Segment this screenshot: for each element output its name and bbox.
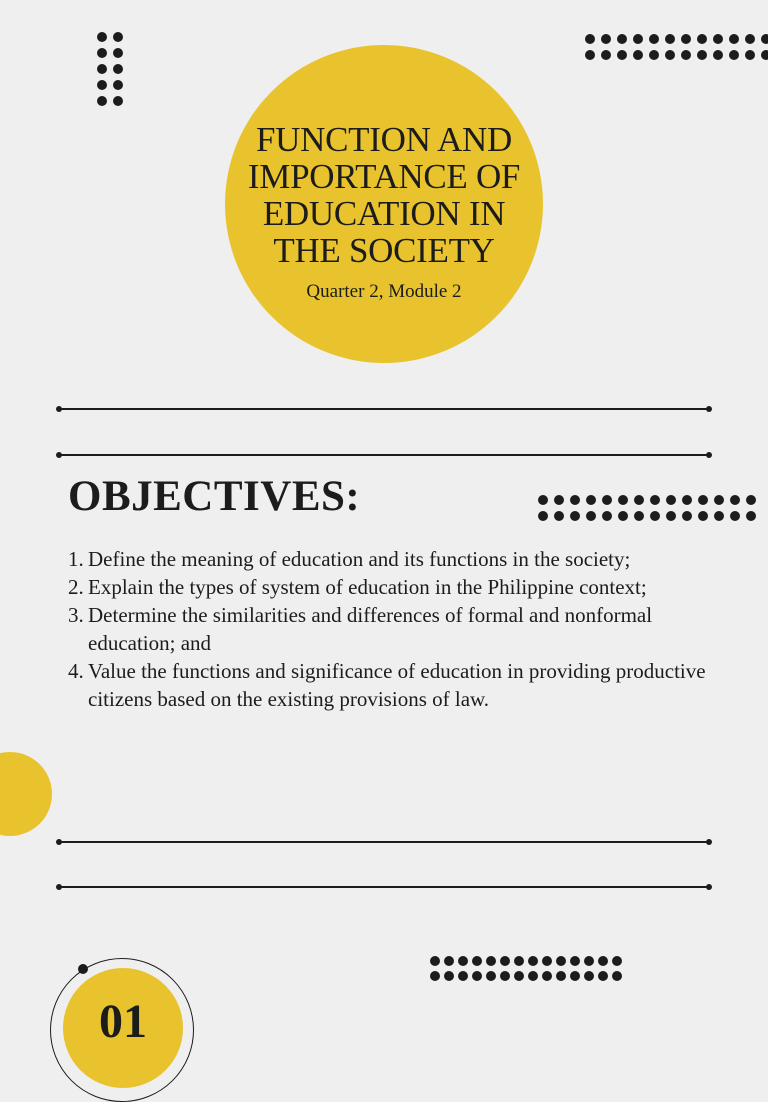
decorative-dot: [458, 956, 468, 966]
module-subtitle: Quarter 2, Module 2: [306, 281, 462, 302]
decorative-dot: [714, 511, 724, 521]
objective-text: Value the functions and significance of education in providing productive citizens based on the existing provisions of law.: [88, 659, 706, 711]
objective-item: [68, 573, 708, 601]
decorative-dot: [113, 96, 123, 106]
decorative-dot: [586, 511, 596, 521]
decorative-dot: [601, 50, 611, 60]
decorative-dot: [745, 50, 755, 60]
module-title: FUNCTION AND IMPORTANCE OF EDUCATION IN THE SOCIETY: [247, 120, 521, 270]
decorative-dot: [730, 511, 740, 521]
decorative-dot: [542, 971, 552, 981]
decorative-dot: [500, 956, 510, 966]
decorative-dot: [601, 34, 611, 44]
decorative-dot: [602, 495, 612, 505]
objective-item: [68, 657, 708, 713]
decorative-dot-grid-top-right: [585, 34, 768, 60]
decorative-dot: [633, 34, 643, 44]
decorative-dot: [618, 495, 628, 505]
decorative-dot: [681, 50, 691, 60]
decorative-dot: [97, 96, 107, 106]
decorative-dot: [602, 511, 612, 521]
decorative-dot: [612, 956, 622, 966]
divider-line: [59, 841, 709, 843]
decorative-dot: [514, 971, 524, 981]
decorative-dot: [97, 48, 107, 58]
decorative-ring-dot: [78, 964, 88, 974]
decorative-dot: [458, 971, 468, 981]
decorative-dot: [682, 511, 692, 521]
decorative-dot: [472, 956, 482, 966]
decorative-dot: [570, 495, 580, 505]
decorative-dot: [634, 511, 644, 521]
decorative-dot: [618, 511, 628, 521]
decorative-dot: [698, 495, 708, 505]
objective-item: [68, 545, 708, 573]
decorative-dot: [556, 971, 566, 981]
decorative-dot: [761, 34, 768, 44]
decorative-dot: [714, 495, 724, 505]
decorative-dot: [570, 971, 580, 981]
decorative-dot: [746, 511, 756, 521]
decorative-dot: [584, 971, 594, 981]
decorative-dot: [633, 50, 643, 60]
decorative-dot: [585, 50, 595, 60]
decorative-dot: [729, 34, 739, 44]
divider-line: [59, 454, 709, 456]
objective-text: Define the meaning of education and its functions in the society;: [88, 547, 631, 571]
decorative-dot: [586, 495, 596, 505]
objective-text: Explain the types of system of education in the Philippine context;: [88, 575, 647, 599]
decorative-dot: [570, 511, 580, 521]
decorative-dot: [556, 956, 566, 966]
decorative-dot: [528, 956, 538, 966]
decorative-dot: [617, 50, 627, 60]
decorative-dot: [697, 50, 707, 60]
objectives-list: [68, 545, 708, 713]
decorative-dot: [486, 956, 496, 966]
decorative-dot: [730, 495, 740, 505]
decorative-dot: [514, 956, 524, 966]
decorative-dot: [665, 50, 675, 60]
decorative-dot: [682, 495, 692, 505]
decorative-dot: [617, 34, 627, 44]
decorative-dot: [554, 495, 564, 505]
decorative-dot: [649, 50, 659, 60]
decorative-dot: [538, 495, 548, 505]
decorative-dot: [486, 971, 496, 981]
decorative-dot: [472, 971, 482, 981]
title-circle: [225, 45, 543, 363]
divider-line: [59, 408, 709, 410]
section-number: 01: [99, 995, 147, 1048]
objective-number: 2.: [68, 575, 84, 599]
decorative-dot: [542, 956, 552, 966]
decorative-dot: [761, 50, 768, 60]
decorative-dot: [97, 64, 107, 74]
decorative-dot: [528, 971, 538, 981]
decorative-dot: [649, 34, 659, 44]
decorative-dot-grid-bottom: [430, 956, 622, 981]
decorative-dot: [697, 34, 707, 44]
decorative-dot: [97, 32, 107, 42]
decorative-dot: [634, 495, 644, 505]
decorative-dot: [598, 971, 608, 981]
decorative-dot: [729, 50, 739, 60]
decorative-yellow-circle: [0, 752, 52, 836]
decorative-dot: [612, 971, 622, 981]
decorative-dot: [666, 511, 676, 521]
decorative-dot: [554, 511, 564, 521]
objectives-heading: OBJECTIVES:: [68, 473, 361, 520]
decorative-dot: [745, 34, 755, 44]
decorative-dot: [746, 495, 756, 505]
decorative-dot: [430, 971, 440, 981]
decorative-dot-grid-objectives: [538, 495, 756, 521]
objective-number: 3.: [68, 603, 84, 627]
decorative-dot: [538, 511, 548, 521]
decorative-dot: [113, 48, 123, 58]
decorative-dot: [650, 511, 660, 521]
decorative-dot: [665, 34, 675, 44]
objective-number: 1.: [68, 547, 84, 571]
objective-number: 4.: [68, 659, 84, 683]
decorative-dot: [113, 80, 123, 90]
decorative-dot: [598, 956, 608, 966]
decorative-dot: [584, 956, 594, 966]
decorative-dot: [570, 956, 580, 966]
decorative-dot: [713, 34, 723, 44]
divider-line: [59, 886, 709, 888]
decorative-dot: [585, 34, 595, 44]
decorative-dot: [666, 495, 676, 505]
decorative-dot: [713, 50, 723, 60]
decorative-dot: [444, 971, 454, 981]
decorative-dot: [113, 64, 123, 74]
decorative-dot: [444, 956, 454, 966]
decorative-dot: [430, 956, 440, 966]
decorative-dot: [698, 511, 708, 521]
objective-item: [68, 601, 708, 657]
decorative-dot: [500, 971, 510, 981]
decorative-dot: [681, 34, 691, 44]
decorative-dot-grid-top-left: [97, 32, 123, 106]
decorative-dot: [97, 80, 107, 90]
decorative-dot: [113, 32, 123, 42]
objective-text: Determine the similarities and differences of formal and nonformal education; and: [88, 603, 653, 655]
decorative-dot: [650, 495, 660, 505]
